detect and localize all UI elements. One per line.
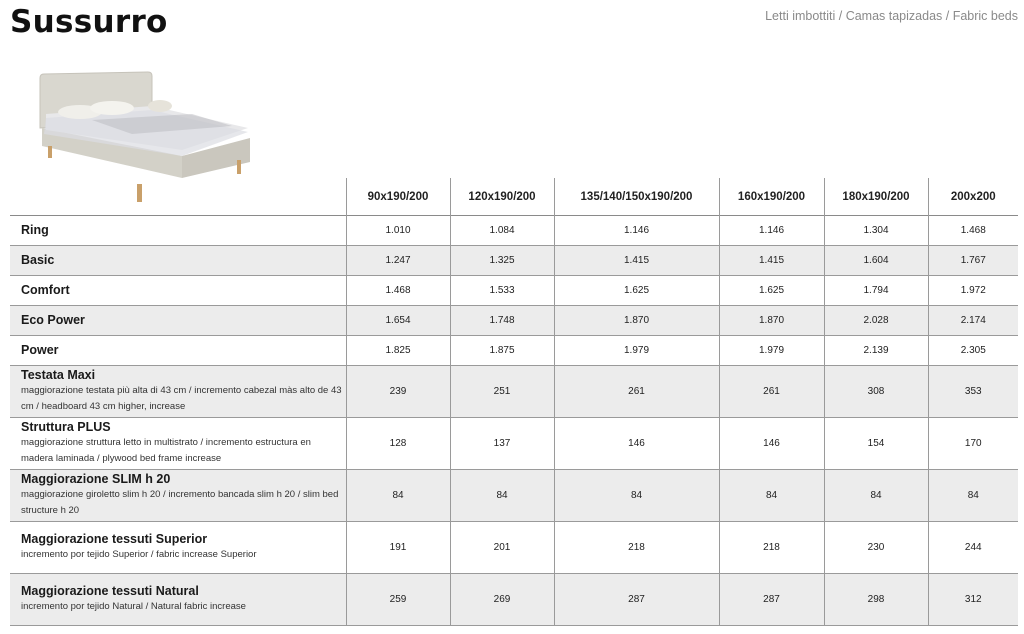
price-cell: 146 xyxy=(554,418,719,470)
row-label xyxy=(10,246,346,276)
table-row xyxy=(10,418,1018,470)
price-cell: 1.146 xyxy=(554,216,719,246)
price-cell: 1.654 xyxy=(346,306,450,336)
price-cell: 137 xyxy=(450,418,554,470)
row-name: Maggiorazione SLIM h 20 xyxy=(21,472,171,486)
row-name: Ring xyxy=(21,223,49,237)
price-cell: 1.794 xyxy=(824,276,928,306)
price-cell: 1.415 xyxy=(554,246,719,276)
price-cell: 84 xyxy=(928,470,1018,522)
price-cell: 1.533 xyxy=(450,276,554,306)
table-row xyxy=(10,366,1018,418)
price-cell: 154 xyxy=(824,418,928,470)
price-cell: 84 xyxy=(824,470,928,522)
price-cell: 1.979 xyxy=(719,336,824,366)
row-label xyxy=(10,418,346,470)
size-header: 200x200 xyxy=(928,178,1018,216)
price-cell: 1.625 xyxy=(719,276,824,306)
header-corner xyxy=(10,178,346,216)
table-row xyxy=(10,522,1018,574)
row-label xyxy=(10,276,346,306)
table-row xyxy=(10,216,1018,246)
price-cell: 261 xyxy=(554,366,719,418)
row-name: Maggiorazione tessuti Superior xyxy=(21,532,208,546)
category-label: Letti imbottiti / Camas tapizadas / Fabric beds xyxy=(765,9,1018,23)
price-cell: 84 xyxy=(450,470,554,522)
row-label xyxy=(10,522,346,574)
price-cell: 2.139 xyxy=(824,336,928,366)
size-header: 120x190/200 xyxy=(450,178,554,216)
price-cell: 298 xyxy=(824,574,928,626)
price-cell: 191 xyxy=(346,522,450,574)
price-table xyxy=(10,178,1018,626)
table-row xyxy=(10,574,1018,626)
price-cell: 287 xyxy=(719,574,824,626)
price-cell: 1.325 xyxy=(450,246,554,276)
table-row xyxy=(10,470,1018,522)
row-name: Power xyxy=(21,343,59,357)
size-header: 160x190/200 xyxy=(719,178,824,216)
price-cell: 1.146 xyxy=(719,216,824,246)
price-cell: 218 xyxy=(554,522,719,574)
row-name: Eco Power xyxy=(21,313,85,327)
price-cell: 308 xyxy=(824,366,928,418)
row-description: incremento por tejido Superior / fabric increase Superior xyxy=(21,549,257,560)
price-cell: 1.304 xyxy=(824,216,928,246)
price-cell: 146 xyxy=(719,418,824,470)
size-header: 135/140/150x190/200 xyxy=(554,178,719,216)
price-cell: 287 xyxy=(554,574,719,626)
price-cell: 259 xyxy=(346,574,450,626)
price-cell: 2.305 xyxy=(928,336,1018,366)
price-cell: 1.870 xyxy=(719,306,824,336)
price-cell: 312 xyxy=(928,574,1018,626)
row-name: Basic xyxy=(21,253,55,267)
row-description: maggiorazione struttura letto in multistrato / incremento estructura en madera laminada / plywood bed frame increase xyxy=(21,437,311,464)
price-cell: 230 xyxy=(824,522,928,574)
table-row xyxy=(10,336,1018,366)
price-cell: 1.468 xyxy=(928,216,1018,246)
price-cell: 251 xyxy=(450,366,554,418)
size-header: 180x190/200 xyxy=(824,178,928,216)
row-name: Struttura PLUS xyxy=(21,420,111,434)
price-cell: 239 xyxy=(346,366,450,418)
price-cell: 1.247 xyxy=(346,246,450,276)
price-cell: 1.010 xyxy=(346,216,450,246)
price-cell: 2.174 xyxy=(928,306,1018,336)
price-cell: 1.604 xyxy=(824,246,928,276)
row-label xyxy=(10,366,346,418)
price-cell: 1.825 xyxy=(346,336,450,366)
row-label xyxy=(10,216,346,246)
row-label xyxy=(10,336,346,366)
size-header: 90x190/200 xyxy=(346,178,450,216)
price-cell: 218 xyxy=(719,522,824,574)
row-label xyxy=(10,306,346,336)
row-description: maggiorazione giroletto slim h 20 / incremento bancada slim h 20 / slim bed structure h 20 xyxy=(21,489,339,516)
price-cell: 1.972 xyxy=(928,276,1018,306)
price-cell: 84 xyxy=(346,470,450,522)
price-cell: 1.084 xyxy=(450,216,554,246)
table-row xyxy=(10,276,1018,306)
row-name: Maggiorazione tessuti Natural xyxy=(21,584,199,598)
table-row xyxy=(10,246,1018,276)
price-cell: 201 xyxy=(450,522,554,574)
price-cell: 1.415 xyxy=(719,246,824,276)
price-cell: 244 xyxy=(928,522,1018,574)
price-cell: 1.979 xyxy=(554,336,719,366)
price-cell: 269 xyxy=(450,574,554,626)
price-cell: 84 xyxy=(554,470,719,522)
row-description: maggiorazione testata più alta di 43 cm / incremento cabezal màs alto de 43 cm / headboard 43 cm higher, increase xyxy=(21,385,342,412)
row-label xyxy=(10,470,346,522)
price-cell: 353 xyxy=(928,366,1018,418)
page-title: Sussurro xyxy=(10,4,168,40)
price-cell: 128 xyxy=(346,418,450,470)
price-cell: 1.625 xyxy=(554,276,719,306)
price-cell: 261 xyxy=(719,366,824,418)
price-cell: 1.875 xyxy=(450,336,554,366)
price-cell: 1.767 xyxy=(928,246,1018,276)
price-cell: 84 xyxy=(719,470,824,522)
price-cell: 1.870 xyxy=(554,306,719,336)
price-cell: 2.028 xyxy=(824,306,928,336)
row-name: Testata Maxi xyxy=(21,368,96,382)
table-row xyxy=(10,306,1018,336)
price-cell: 1.468 xyxy=(346,276,450,306)
size-header-row xyxy=(10,178,1018,216)
row-description: incremento por tejido Natural / Natural fabric increase xyxy=(21,601,246,612)
row-name: Comfort xyxy=(21,283,70,297)
price-cell: 1.748 xyxy=(450,306,554,336)
price-cell: 170 xyxy=(928,418,1018,470)
row-label xyxy=(10,574,346,626)
